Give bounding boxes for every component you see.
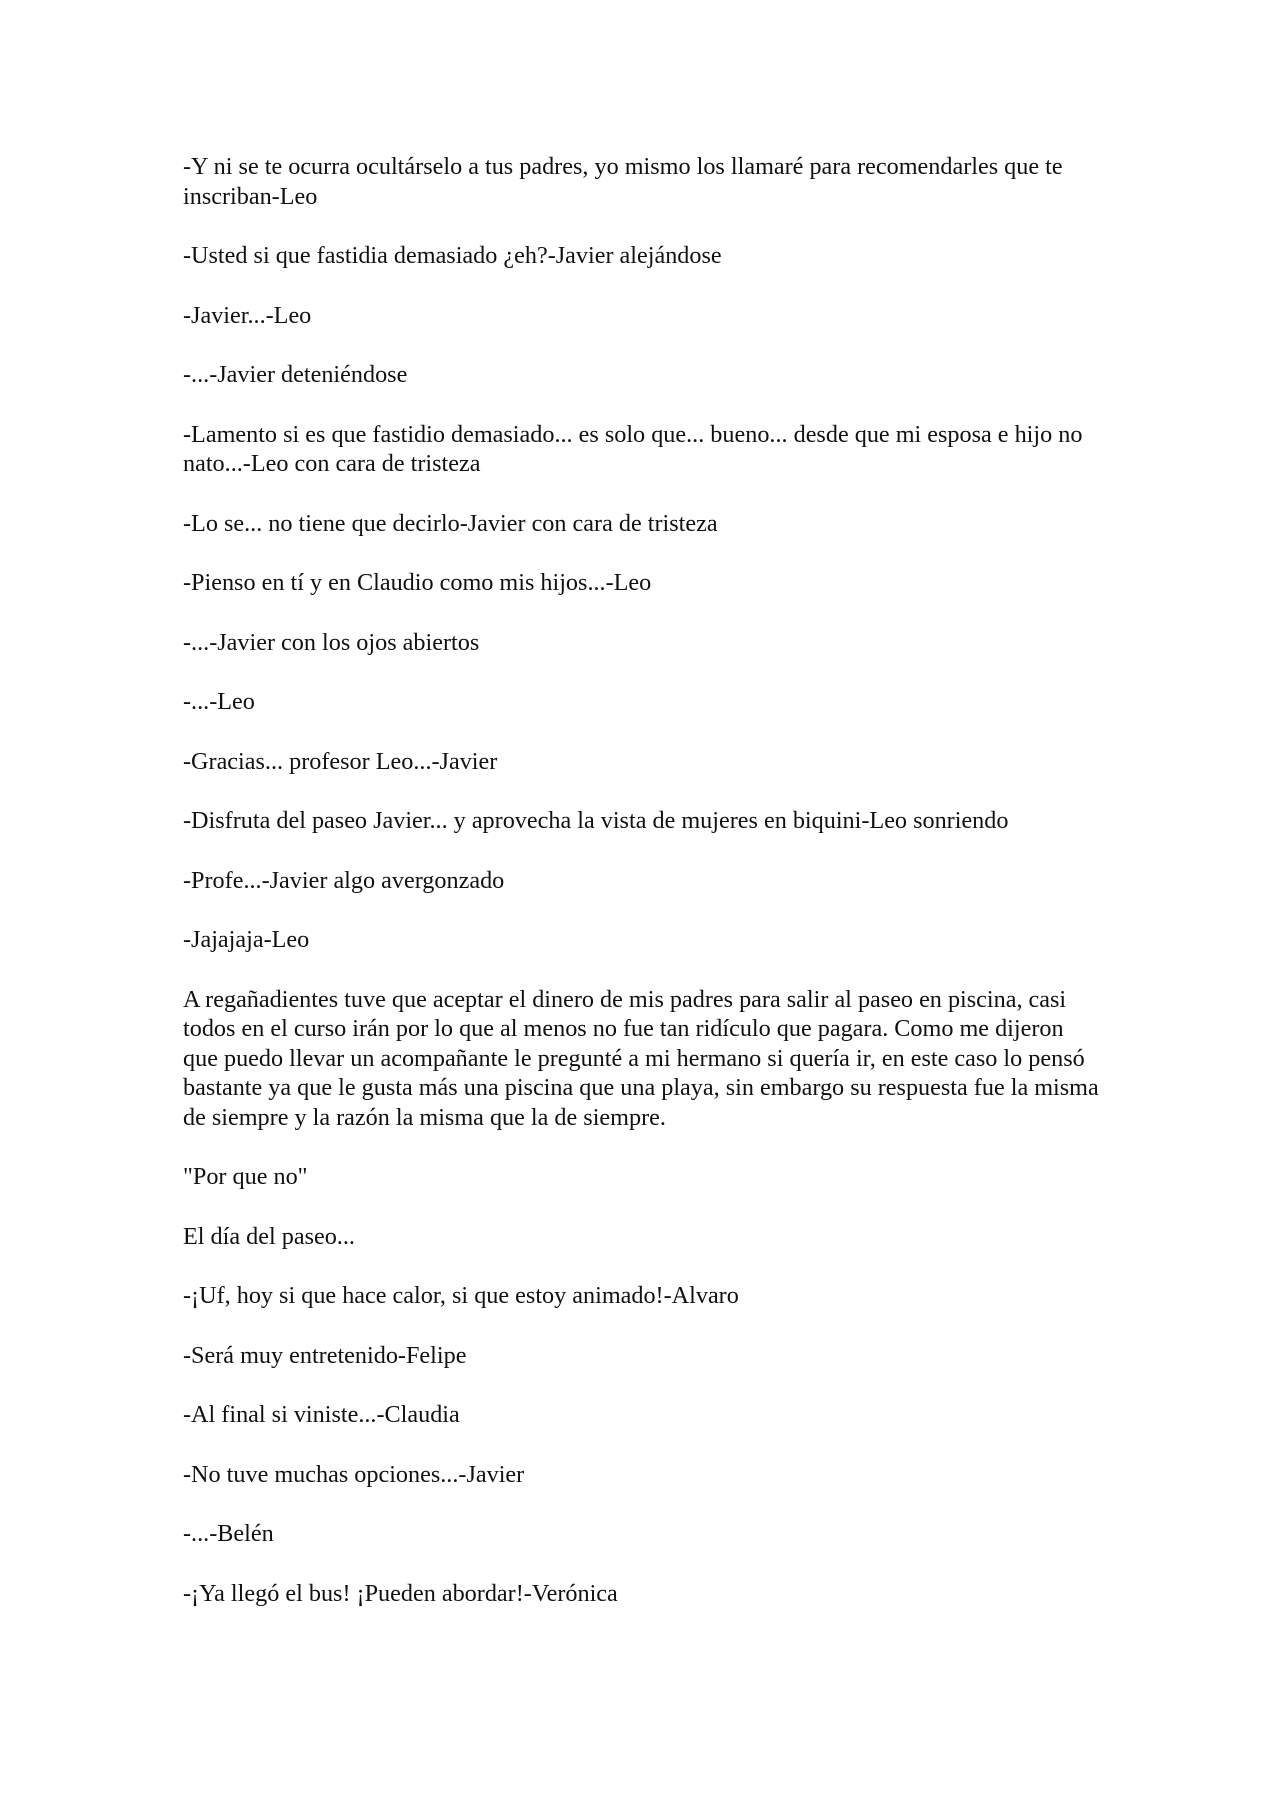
paragraph-2: -Usted si que fastidia demasiado ¿eh?-Javier alejándose bbox=[183, 242, 722, 269]
paragraph-22: -¡Ya llegó el bus! ¡Pueden abordar!-Verónica bbox=[183, 1579, 618, 1607]
paragraph-6: -Lo se... no tiene que decirlo-Javier con cara de tristeza bbox=[183, 509, 718, 537]
paragraph-12: -Profe...-Javier algo avergonzado bbox=[183, 866, 505, 894]
paragraph-15: "Por que no" bbox=[183, 1163, 308, 1190]
paragraph-7: -Pienso en tí y en Claudio como mis hijos...-Leo bbox=[183, 569, 652, 596]
paragraph-9: -...-Leo bbox=[183, 688, 255, 715]
paragraph-8: -...-Javier con los ojos abiertos bbox=[183, 628, 480, 656]
paragraph-20: -No tuve muchas opciones...-Javier bbox=[183, 1460, 525, 1488]
paragraph-19: -Al final si viniste...-Claudia bbox=[183, 1401, 460, 1428]
paragraph-11: -Disfruta del paseo Javier... y aprovecha la vista de mujeres en biquini-Leo sonriendo bbox=[183, 807, 1009, 834]
paragraph-14: A regañadientes tuve que aceptar el dinero de mis padres para salir al paseo en piscina, casi todos en el curso irán por lo que al menos no fue tan ridículo que pagara. Como me dijeron que puedo llevar un acompañante le pregunté a mi hermano si quería ir, en este caso lo pensó bastante ya que le gusta más una piscina que una playa, sin embargo su respuesta fue la misma de siempre y la razón la misma que la de siempre. bbox=[183, 985, 1099, 1131]
paragraph-10: -Gracias... profesor Leo...-Javier bbox=[183, 747, 498, 775]
document-body bbox=[183, 152, 1103, 1638]
paragraph-3: -Javier...-Leo bbox=[183, 301, 312, 329]
paragraph-17: -¡Uf, hoy si que hace calor, si que estoy animado!-Alvaro bbox=[183, 1282, 739, 1309]
paragraph-5: -Lamento si es que fastidio demasiado... es solo que... bueno... desde que mi esposa e hijo no nato...-Leo con cara de tristeza bbox=[183, 420, 1083, 477]
paragraph-13: -Jajajaja-Leo bbox=[183, 926, 310, 953]
paragraph-16: El día del paseo... bbox=[183, 1222, 355, 1250]
paragraph-1: -Y ni se te ocurra ocultárselo a tus padres, yo mismo los llamaré para recomendarles que te inscriban-Leo bbox=[183, 153, 1063, 210]
paragraph-18: -Será muy entretenido-Felipe bbox=[183, 1341, 467, 1369]
paragraph-21: -...-Belén bbox=[183, 1520, 274, 1547]
paragraph-4: -...-Javier deteniéndose bbox=[183, 361, 408, 388]
